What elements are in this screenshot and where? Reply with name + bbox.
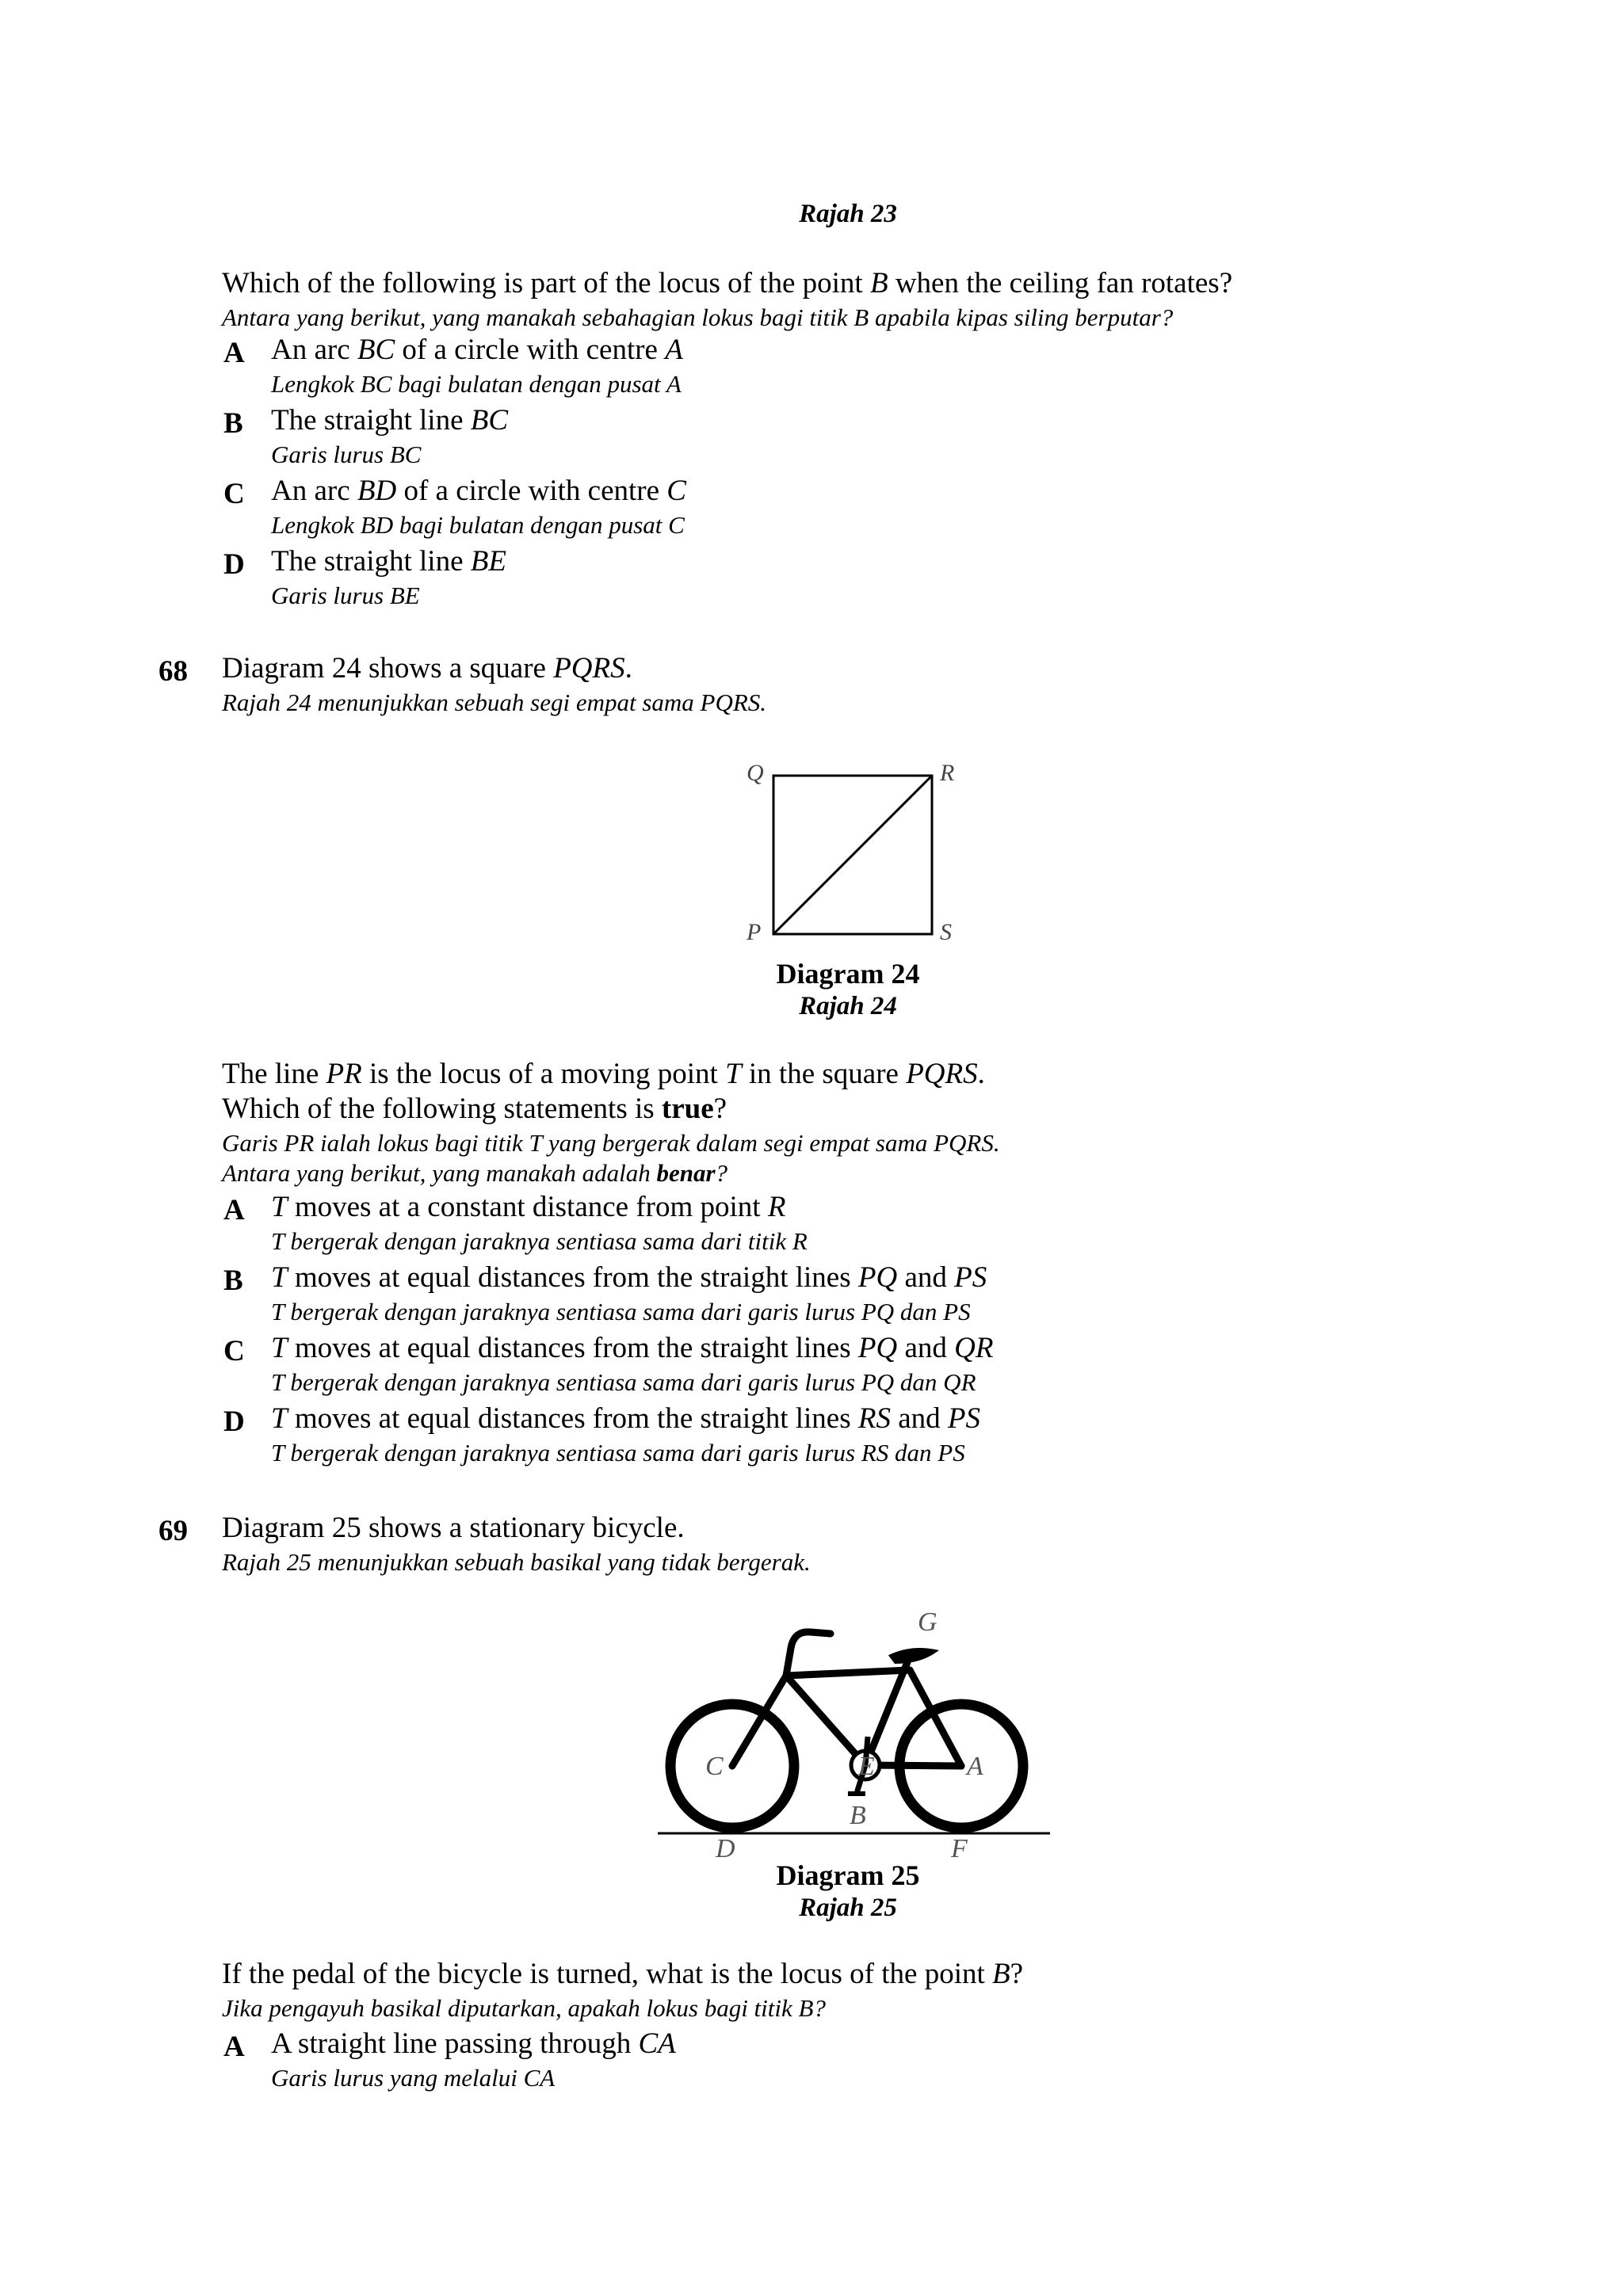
vertex-p-label: P xyxy=(747,919,762,945)
q67-stem-ms: Antara yang berikut, yang manakah sebahagian lokus bagi titik B apabila kipas siling berputar? xyxy=(222,303,1174,331)
diagram-25-caption-en: Diagram 25 xyxy=(776,1859,920,1891)
q67-option-b-ms: Garis lurus BC xyxy=(271,441,422,468)
vertex-r-label: R xyxy=(940,760,955,786)
point-a-label: A xyxy=(967,1752,983,1781)
diagonal-pr xyxy=(773,776,932,934)
q68-text-en-1: The line PR is the locus of a moving point T in the square PQRS. xyxy=(222,1058,985,1090)
point-e-label: E xyxy=(858,1752,875,1781)
q69-option-a-letter[interactable]: A xyxy=(223,2031,245,2063)
q68-option-d-letter[interactable]: D xyxy=(223,1405,245,1438)
diagram-23-caption: Rajah 23 xyxy=(799,200,897,228)
q68-option-b-ms: T bergerak dengan jaraknya sentiasa sama dari garis lurus PQ dan PS xyxy=(271,1298,971,1325)
square-pqrs-diagram xyxy=(737,753,975,951)
q68-option-c-en[interactable]: T moves at equal distances from the straight lines PQ and QR xyxy=(271,1332,994,1364)
bicycle-diagram xyxy=(650,1600,1062,1862)
top-tube xyxy=(786,1670,910,1676)
q67-option-b-en[interactable]: The straight line BC xyxy=(271,404,509,437)
saddle xyxy=(891,1650,935,1662)
q69-question-ms: Jika pengayuh basikal diputarkan, apakah lokus bagi titik B? xyxy=(222,1994,826,2022)
vertex-q-label: Q xyxy=(747,760,764,786)
q69-stem-en: Diagram 25 shows a stationary bicycle. xyxy=(222,1512,685,1544)
vertex-s-label: S xyxy=(940,919,952,945)
q68-stem-en: Diagram 24 shows a square PQRS. xyxy=(222,652,632,685)
q68-option-a-en[interactable]: T moves at a constant distance from point R xyxy=(271,1191,786,1223)
q68-number: 68 xyxy=(158,655,188,688)
q68-text-ms-2: Antara yang berikut, yang manakah adalah benar? xyxy=(222,1159,728,1187)
q67-option-a-ms: Lengkok BC bagi bulatan dengan pusat A xyxy=(271,370,682,398)
q68-stem-ms: Rajah 24 menunjukkan sebuah segi empat sama PQRS. xyxy=(222,688,767,716)
q69-option-a-en[interactable]: A straight line passing through CA xyxy=(271,2027,676,2060)
q67-option-a-en[interactable]: An arc BC of a circle with centre A xyxy=(271,334,683,366)
q69-question-en: If the pedal of the bicycle is turned, what is the locus of the point B? xyxy=(222,1958,1024,1990)
q67-option-b-letter[interactable]: B xyxy=(223,407,243,440)
q69-option-a-ms: Garis lurus yang melalui CA xyxy=(271,2064,556,2092)
q68-option-a-letter[interactable]: A xyxy=(223,1194,245,1226)
q68-text-ms-1: Garis PR ialah lokus bagi titik T yang bergerak dalam segi empat sama PQRS. xyxy=(222,1129,1000,1157)
q67-option-a-letter[interactable]: A xyxy=(223,337,245,369)
down-tube xyxy=(786,1676,865,1765)
q68-option-d-en[interactable]: T moves at equal distances from the straight lines RS and PS xyxy=(271,1402,981,1435)
q67-option-c-letter[interactable]: C xyxy=(223,478,245,510)
q67-option-d-letter[interactable]: D xyxy=(223,548,245,581)
q68-option-b-en[interactable]: T moves at equal distances from the straight lines PQ and PS xyxy=(271,1261,987,1294)
q68-option-a-ms: T bergerak dengan jaraknya sentiasa sama dari titik R xyxy=(271,1227,808,1255)
diagram-25-caption-ms: Rajah 25 xyxy=(799,1894,897,1922)
q67-option-d-en[interactable]: The straight line BE xyxy=(271,545,506,578)
point-f-label: F xyxy=(951,1834,968,1862)
diagram-24-caption-ms: Rajah 24 xyxy=(799,992,897,1020)
point-c-label: C xyxy=(705,1752,724,1781)
q69-number: 69 xyxy=(158,1515,188,1547)
q68-option-c-letter[interactable]: C xyxy=(223,1335,245,1367)
q67-stem-en: Which of the following is part of the locus of the point B when the ceiling fan rotates? xyxy=(222,267,1233,299)
point-g-label: G xyxy=(918,1608,938,1637)
q67-option-c-ms: Lengkok BD bagi bulatan dengan pusat C xyxy=(271,511,685,539)
q69-stem-ms: Rajah 25 menunjukkan sebuah basikal yang tidak bergerak. xyxy=(222,1548,811,1576)
handlebar xyxy=(786,1632,831,1676)
q68-option-b-letter[interactable]: B xyxy=(223,1264,243,1297)
point-b-label: B xyxy=(850,1801,866,1830)
q68-text-en-2: Which of the following statements is true? xyxy=(222,1093,727,1125)
point-d-label: D xyxy=(716,1834,735,1862)
q68-option-c-ms: T bergerak dengan jaraknya sentiasa sama dari garis lurus PQ dan QR xyxy=(271,1368,976,1396)
q67-option-c-en[interactable]: An arc BD of a circle with centre C xyxy=(271,475,686,507)
q67-option-d-ms: Garis lurus BE xyxy=(271,582,420,609)
diagram-24-caption-en: Diagram 24 xyxy=(776,958,920,990)
q68-option-d-ms: T bergerak dengan jaraknya sentiasa sama dari garis lurus RS dan PS xyxy=(271,1439,965,1466)
